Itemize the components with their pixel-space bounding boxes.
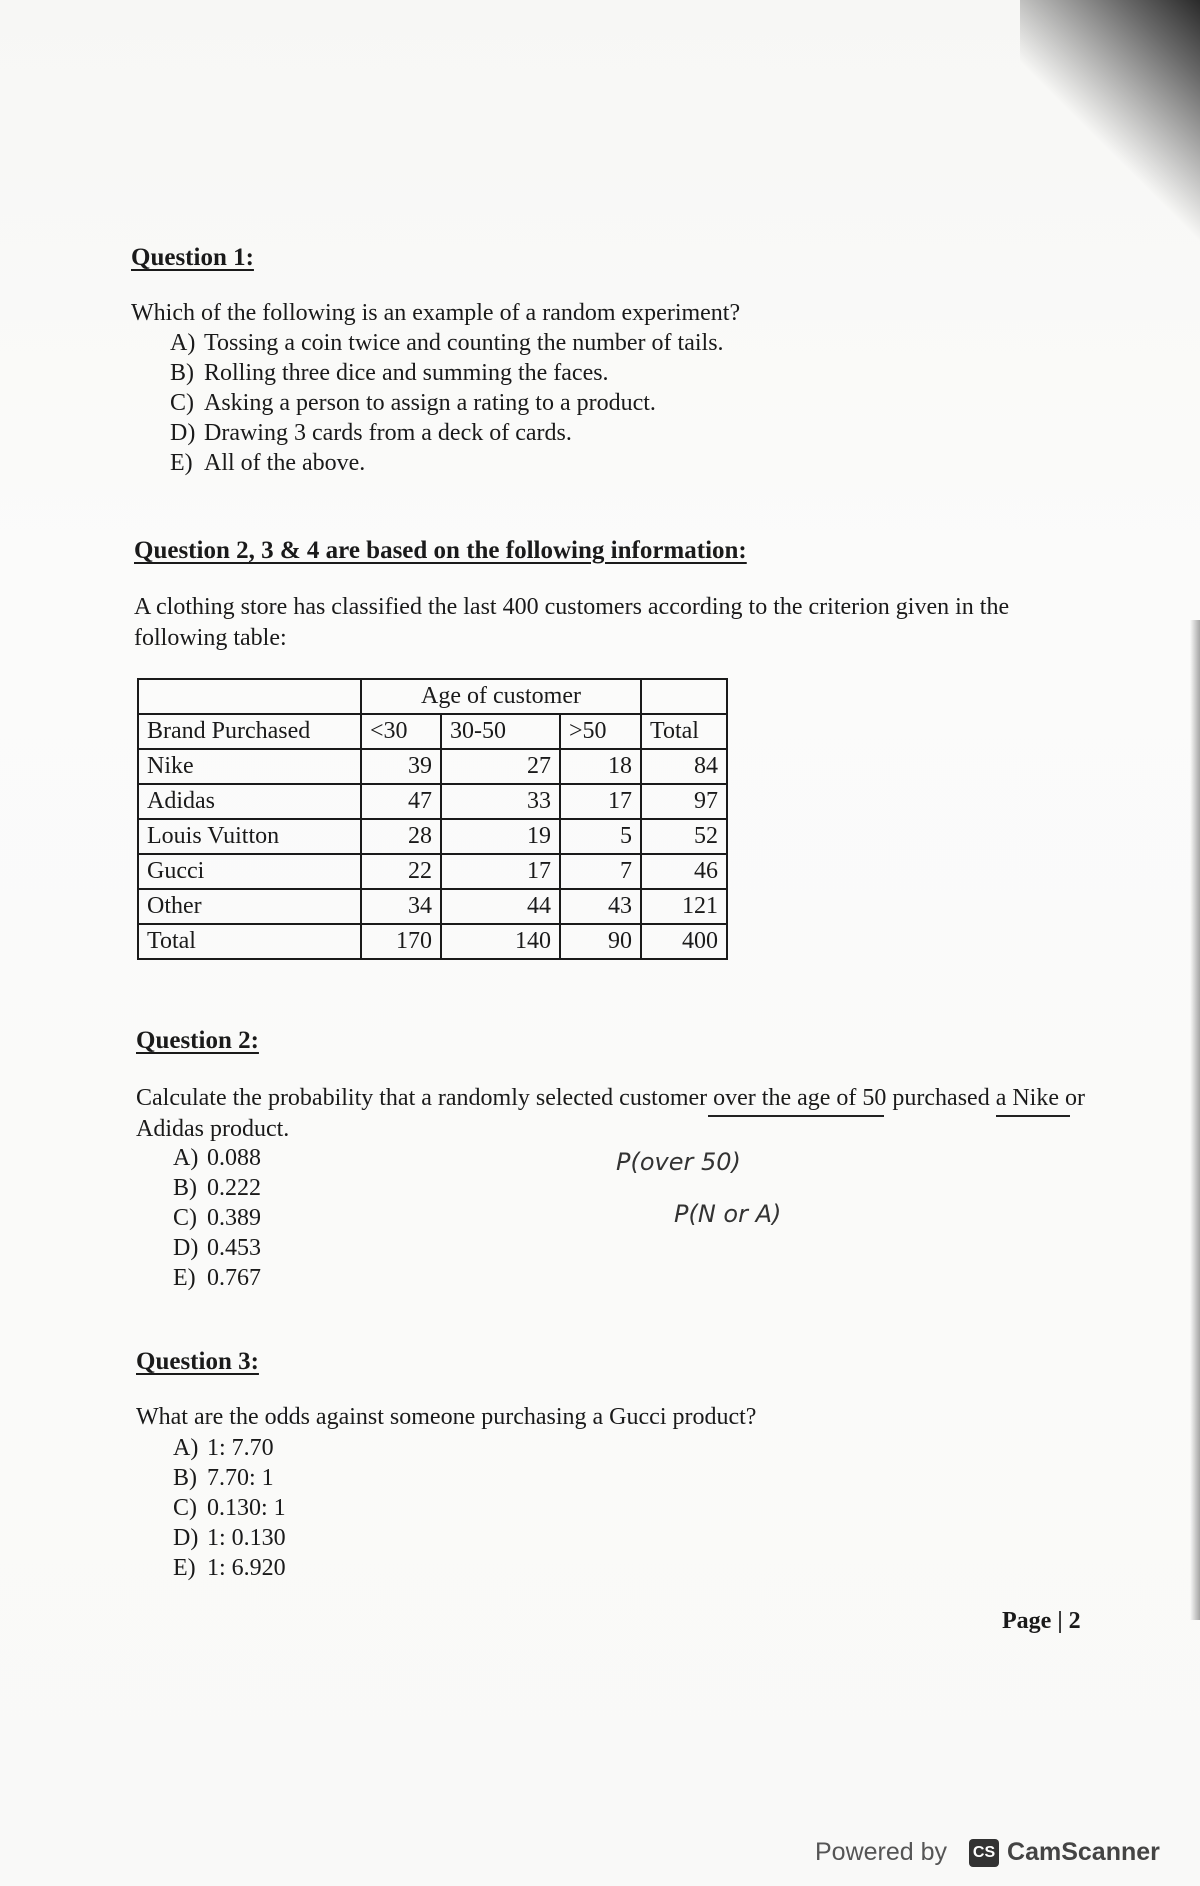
handwritten-note: P(N or A): [674, 1200, 782, 1228]
table-cell: 34: [361, 889, 441, 924]
table-cell: 170: [361, 924, 441, 959]
q2-options: [173, 1143, 261, 1293]
table-cell: 47: [361, 784, 441, 819]
column-header: 30-50: [441, 714, 560, 749]
q3-text: What are the odds against someone purchasing a Gucci product?: [136, 1404, 757, 1430]
table-cell: 17: [560, 784, 641, 819]
age-group-header: Age of customer: [361, 679, 641, 714]
q1-option-c: C) Asking a person to assign a rating to a product.: [170, 390, 656, 416]
table-cell: 400: [641, 924, 727, 959]
q2-option-c: C) 0.389: [173, 1205, 261, 1231]
q3-option-c: C) 0.130: 1: [173, 1495, 286, 1521]
q2-option-e: E) 0.767: [173, 1265, 261, 1291]
table-cell: 27: [441, 749, 560, 784]
q1-option-e: E) All of the above.: [170, 450, 366, 476]
column-header: >50: [560, 714, 641, 749]
table-cell: 22: [361, 854, 441, 889]
table-group-header-row: [138, 679, 727, 714]
table-cell: 7: [560, 854, 641, 889]
table-cell: 121: [641, 889, 727, 924]
table-row: [138, 889, 727, 924]
handwritten-note: P(over 50): [616, 1148, 741, 1176]
q2-text: Calculate the probability that a randomly selected customer over the age of 50 purchased a Nike or Adidas product.: [136, 1085, 1085, 1142]
table-cell: 46: [641, 854, 727, 889]
table-cell: 52: [641, 819, 727, 854]
table-cell: 44: [441, 889, 560, 924]
q2-heading: Question 2:: [136, 1027, 259, 1054]
q1-option-d: D) Drawing 3 cards from a deck of cards.: [170, 420, 572, 446]
column-header: Total: [641, 714, 727, 749]
table-cell: [138, 679, 361, 714]
table-cell: 43: [560, 889, 641, 924]
brand-cell: Total: [138, 924, 361, 959]
column-header: Brand Purchased: [138, 714, 361, 749]
q3-option-b: B) 7.70: 1: [173, 1465, 274, 1491]
info-heading: Question 2, 3 & 4 are based on the following information:: [134, 537, 747, 564]
table-cell: 90: [560, 924, 641, 959]
table-row: [138, 784, 727, 819]
customer-table: [137, 678, 728, 960]
page-edge-shadow: [1190, 620, 1200, 1620]
table-cell: 33: [441, 784, 560, 819]
q3-heading: Question 3:: [136, 1348, 259, 1375]
q3-option-e: E) 1: 6.920: [173, 1555, 286, 1581]
table-row: [138, 749, 727, 784]
table-cell: 84: [641, 749, 727, 784]
table-cell: 140: [441, 924, 560, 959]
camscanner-logo-icon: CS: [969, 1839, 999, 1867]
table-total-row: [138, 924, 727, 959]
camscanner-watermark: [815, 1838, 1160, 1867]
q1-option-b: B) Rolling three dice and summing the faces.: [170, 360, 609, 386]
brand-cell: Adidas: [138, 784, 361, 819]
table-cell: 28: [361, 819, 441, 854]
camscanner-brand: CamScanner: [1007, 1838, 1160, 1866]
handwritten-underline: [708, 1115, 884, 1117]
table-row: [138, 854, 727, 889]
page-corner-shadow: [1020, 0, 1200, 260]
q1-text: Which of the following is an example of a random experiment?: [131, 300, 741, 326]
brand-cell: Gucci: [138, 854, 361, 889]
brand-cell: Nike: [138, 749, 361, 784]
q1-option-a: A) Tossing a coin twice and counting the number of tails.: [170, 330, 724, 356]
table-cell: 39: [361, 749, 441, 784]
q2-option-a: A) 0.088: [173, 1145, 261, 1171]
q2-option-d: D) 0.453: [173, 1235, 261, 1261]
q3-option-d: D) 1: 0.130: [173, 1525, 286, 1551]
page-number: Page | 2: [1002, 1608, 1081, 1634]
q3-options: [173, 1433, 286, 1583]
info-text: A clothing store has classified the last 400 customers according to the criterion given in the following table:: [134, 594, 1010, 651]
handwritten-underline: [996, 1115, 1070, 1117]
brand-cell: Other: [138, 889, 361, 924]
powered-by-label: Powered by: [815, 1838, 948, 1866]
table-cell: 18: [560, 749, 641, 784]
table-cell: 17: [441, 854, 560, 889]
table-cell: 19: [441, 819, 560, 854]
q3-option-a: A) 1: 7.70: [173, 1435, 274, 1461]
table-row: [138, 819, 727, 854]
table-cell: 5: [560, 819, 641, 854]
column-header: <30: [361, 714, 441, 749]
q1-heading: Question 1:: [131, 244, 254, 271]
q1-options: [170, 328, 724, 478]
table-cell: 97: [641, 784, 727, 819]
table-header-row: [138, 714, 727, 749]
table-cell: [641, 679, 727, 714]
q2-option-b: B) 0.222: [173, 1175, 261, 1201]
brand-cell: Louis Vuitton: [138, 819, 361, 854]
